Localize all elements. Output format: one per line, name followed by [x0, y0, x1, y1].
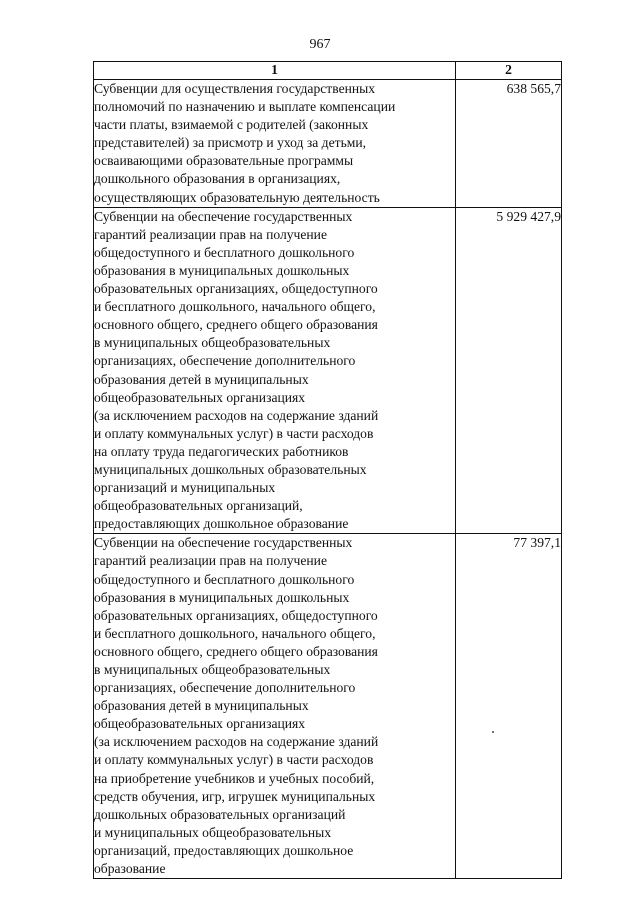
budget-table: [93, 61, 562, 879]
table-row: [94, 207, 562, 534]
row-description: Субвенции для осуществления государственных полномочий по назначению и выплате компенсации части платы, взимаемой с родителей (законных представителей) за присмотр и уход за детьми, осваивающими образовательные программы дошкольного образования в организациях, осуществляющих образовательную деятельность: [94, 80, 456, 208]
row-description: Субвенции на обеспечение государственных гарантий реализации прав на получение общедоступного и бесплатного дошкольного образования в муниципальных дошкольных образовательных организациях, общедоступного и бесплатного дошкольного, начального общего, основного общего, среднего общего образования в муниципальных общеобразовательных организациях, обеспечение дополнительного образования детей в муниципальных общеобразовательных организациях (за исключением расходов на содержание зданий и оплату коммунальных услуг) в части расходов на оплату труда педагогических работников муниципальных дошкольных образовательных организаций и муниципальных общеобразовательных организаций, предоставляющих дошкольное образование: [94, 207, 456, 534]
column-header-description: 1: [94, 62, 456, 80]
row-amount: 77 397,1: [456, 534, 562, 879]
column-header-amount: 2: [456, 62, 562, 80]
table-row: [94, 534, 562, 879]
table-header-row: [94, 62, 562, 80]
row-amount: 5 929 427,9: [456, 207, 562, 534]
table-row: [94, 80, 562, 208]
row-description: Субвенции на обеспечение государственных гарантий реализации прав на получение общедоступного и бесплатного дошкольного образования в муниципальных дошкольных образовательных организациях, общедоступного и бесплатного дошкольного, начального общего, основного общего, среднего общего образования в муниципальных общеобразовательных организациях, обеспечение дополнительного образования детей в муниципальных общеобразовательных организациях (за исключением расходов на содержание зданий и оплату коммунальных услуг) в части расходов на приобретение учебников и учебных пособий, средств обучения, игр, игрушек муниципальных дошкольных образовательных организаций и муниципальных общеобразовательных организаций, предоставляющих дошкольное образование: [94, 534, 456, 879]
page-number: 967: [309, 37, 331, 52]
scan-speck: [492, 731, 494, 733]
row-amount: 638 565,7: [456, 80, 562, 208]
